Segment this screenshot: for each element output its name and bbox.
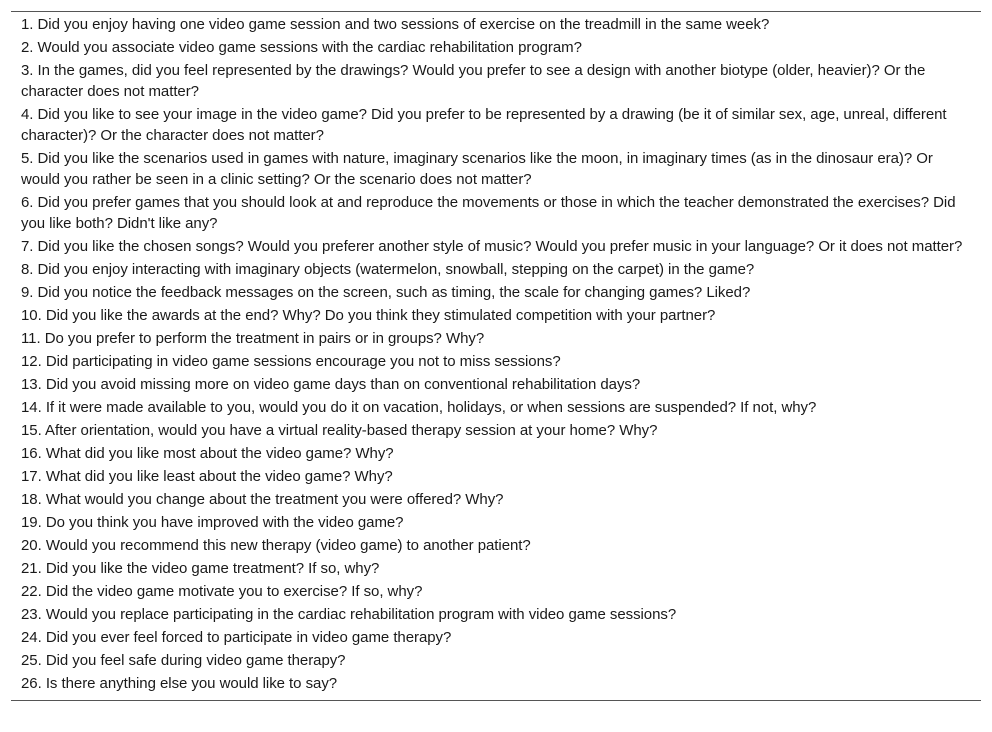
question-item: 14. If it were made available to you, would you do it on vacation, holidays, or when sessions are suspended? If not, why? (21, 399, 817, 416)
question-item: 13. Did you avoid missing more on video game days than on conventional rehabilitation days? (21, 376, 641, 393)
question-item: 4. Did you like to see your image in the video game? Did you prefer to be represented by a drawing (be it of similar sex, age, unreal, different character)? Or the character does not matter? (21, 106, 947, 144)
question-item: 3. In the games, did you feel represented by the drawings? Would you prefer to see a design with another biotype (older, heavier)? Or the character does not matter? (21, 62, 926, 100)
question-item: 18. What would you change about the treatment you were offered? Why? (21, 491, 504, 508)
question-item: 7. Did you like the chosen songs? Would you preferer another style of music? Would you prefer music in your language? Or it does not matter? (21, 238, 963, 255)
question-item: 2. Would you associate video game sessions with the cardiac rehabilitation program? (21, 39, 582, 56)
question-list (11, 12, 981, 700)
question-item: 8. Did you enjoy interacting with imaginary objects (watermelon, snowball, stepping on the carpet) in the game? (21, 261, 755, 278)
question-item: 5. Did you like the scenarios used in games with nature, imaginary scenarios like the moon, in imaginary times (as in the dinosaur era)? Or would you rather be seen in a clinic setting? Or the scenario does not matter? (21, 150, 933, 188)
question-item: 22. Did the video game motivate you to exercise? If so, why? (21, 583, 423, 600)
question-item: 23. Would you replace participating in the cardiac rehabilitation program with video game sessions? (21, 606, 677, 623)
questionnaire-table (11, 11, 981, 701)
question-item: 19. Do you think you have improved with the video game? (21, 514, 404, 531)
question-item: 25. Did you feel safe during video game therapy? (21, 652, 346, 669)
question-item: 15. After orientation, would you have a virtual reality-based therapy session at your home? Why? (21, 422, 658, 439)
question-item: 11. Do you prefer to perform the treatment in pairs or in groups? Why? (21, 330, 485, 347)
question-item: 9. Did you notice the feedback messages on the screen, such as timing, the scale for changing games? Liked? (21, 284, 751, 301)
question-item: 20. Would you recommend this new therapy (video game) to another patient? (21, 537, 531, 554)
question-item: 6. Did you prefer games that you should look at and reproduce the movements or those in which the teacher demonstrated the exercises? Did you like both? Didn't like any? (21, 194, 956, 232)
question-item: 17. What did you like least about the video game? Why? (21, 468, 393, 485)
question-item: 26. Is there anything else you would like to say? (21, 675, 338, 692)
question-item: 12. Did participating in video game sessions encourage you not to miss sessions? (21, 353, 561, 370)
question-item: 16. What did you like most about the video game? Why? (21, 445, 394, 462)
question-item: 10. Did you like the awards at the end? Why? Do you think they stimulated competition with your partner? (21, 307, 716, 324)
question-item: 21. Did you like the video game treatment? If so, why? (21, 560, 380, 577)
question-item: 1. Did you enjoy having one video game session and two sessions of exercise on the treadmill in the same week? (21, 16, 770, 33)
question-item: 24. Did you ever feel forced to participate in video game therapy? (21, 629, 452, 646)
